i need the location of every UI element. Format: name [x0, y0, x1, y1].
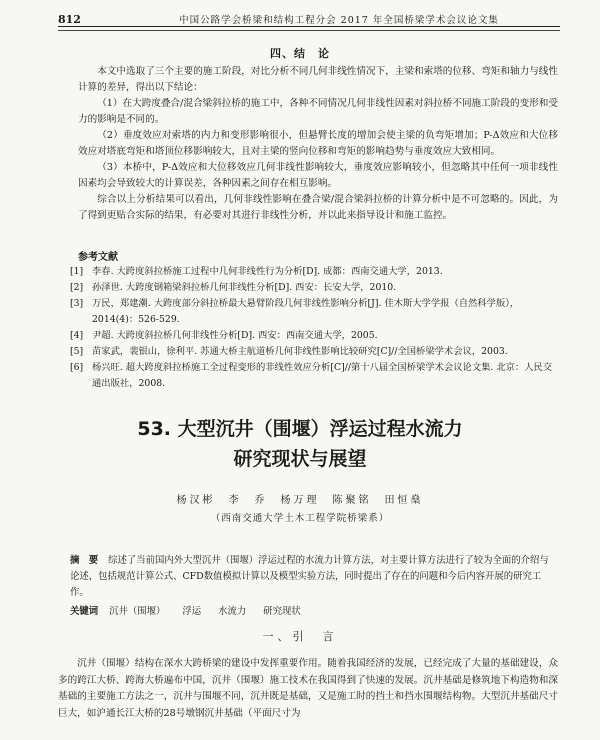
article-authors: 杨汉彬 李 乔 杨万理 陈聚铭 田恒燊 — [176, 495, 424, 506]
article-title-line2: 研究现状与展望 — [233, 448, 367, 470]
keyword: 水流力 — [218, 606, 247, 617]
conclusion-heading: 四、结 论 — [270, 47, 330, 60]
reference-text: 孙泽世. 大跨度钢箱梁斜拉桥几何非线性分析[D]. 西安：长安大学，2010. — [92, 282, 397, 293]
reference-item — [70, 296, 558, 328]
reference-number: [3] — [70, 298, 84, 309]
intro-heading: 一、引 言 — [262, 630, 338, 643]
page-number: 812 — [58, 13, 81, 26]
article-title — [0, 414, 600, 474]
abstract-label: 摘 要 — [70, 555, 99, 566]
keyword: 沉井（围堰） — [109, 606, 166, 617]
abstract — [70, 553, 558, 601]
reference-text: 万民，郑建潮. 大跨度部分斜拉桥最大悬臂阶段几何非线性影响分析[J]. 佳木斯大学学报（自然科学版），2014(4)：526-529. — [92, 298, 520, 325]
abstract-text: 综述了当前国内外大型沉井（围堰）浮运过程的水流力计算方法，对主要计算方法进行了较为全面的介绍与论述，包括规范计算公式、CFD数值模拟计算以及模型实验方法，同时提出了存在的问题和今后内容开展的研究工作。 — [70, 555, 549, 598]
header-rule — [58, 30, 560, 31]
keywords-label: 关键词 — [70, 606, 99, 617]
conclusion-body — [78, 64, 558, 224]
reference-item — [70, 360, 558, 392]
conclusion-paragraph: （3）本桥中，P-Δ效应和大位移效应几何非线性影响较大，垂度效应影响较小，但忽略其中任何一项非线性因素均会导致较大的计算误差，各种因素之间存在相互影响。 — [78, 162, 558, 189]
references-list — [70, 264, 558, 392]
reference-number: [5] — [70, 346, 84, 357]
reference-number: [4] — [70, 330, 84, 341]
article-affiliation: （西南交通大学土木工程学院桥梁系） — [210, 513, 390, 524]
conclusion-paragraph: 本文中选取了三个主要的施工阶段，对比分析不同几何非线性情况下，主梁和索塔的位移、弯矩和轴力与线性计算的差异，得出以下结论： — [78, 66, 558, 93]
reference-text: 尹超. 大跨度斜拉桥几何非线性分析[D]. 西安：西南交通大学，2005. — [92, 330, 378, 341]
reference-item — [70, 328, 558, 344]
keyword: 浮运 — [182, 606, 202, 617]
keywords — [70, 603, 558, 617]
keyword: 研究现状 — [263, 606, 301, 617]
references-heading: 参考文献 — [78, 252, 118, 263]
intro-body — [58, 656, 558, 722]
reference-item — [70, 264, 558, 280]
reference-number: [6] — [70, 362, 84, 373]
reference-text: 杨兴旺. 超大跨度斜拉桥施工全过程变形的非线性效应分析[C]//第十八届全国桥梁学术会议论文集. 北京：人民交通出版社，2008. — [92, 362, 553, 389]
intro-paragraph: 沉井（围堰）结构在深水大跨桥梁的建设中发挥重要作用。随着我国经济的发展，已经完成了大量的基础建设，众多的跨江大桥、跨海大桥遍布中国，沉井（围堰）施工技术在我国得到了快速的发展。沉井基础是修筑地下构造物和深基础的主要施工方法之一，沉井与围堰不同，沉井既是基础，又是施工时的挡土和挡水围堰结构物。大型沉井基础尺寸巨大，如沪通长江大桥的28号墩钢沉井基础（平面尺寸为 — [58, 658, 558, 719]
conclusion-paragraph: （2）垂度效应对索塔的内力和变形影响很小，但悬臂长度的增加会使主梁的负弯矩增加；P-Δ效应和大位移效应对塔底弯矩和塔顶位移影响较大，且对主梁的竖向位移和弯矩的影响趋势与垂度效应大致相同。 — [78, 130, 558, 157]
running-header — [58, 10, 560, 27]
running-title: 中国公路学会桥梁和结构工程分会 2017 年全国桥梁学术会议论文集 — [179, 15, 499, 26]
reference-number: [2] — [70, 282, 84, 293]
reference-number: [1] — [70, 266, 84, 277]
reference-text: 苗家武，裴银山，徐利平. 苏通大桥主航道桥几何非线性影响比较研究[C]//全国桥梁学术会议，2003. — [92, 346, 508, 357]
conclusion-paragraph: 综合以上分析结果可以看出，几何非线性影响在叠合梁/混合梁斜拉桥的计算分析中是不可忽略的。因此，为了得到更贴合实际的结果，有必要对其进行非线性分析，并以此来指导设计和施工监控。 — [78, 194, 558, 221]
reference-text: 李春. 大跨度斜拉桥施工过程中几何非线性行为分析[D]. 成都：西南交通大学，2013. — [92, 266, 443, 277]
article-title-line1: 53. 大型沉井（围堰）浮运过程水流力 — [137, 418, 463, 440]
reference-item — [70, 280, 558, 296]
conclusion-paragraph: （1）在大跨度叠合/混合梁斜拉桥的施工中，各种不同情况几何非线性因素对斜拉桥不同施工阶段的变形和受力的影响是不同的。 — [78, 98, 558, 125]
reference-item — [70, 344, 558, 360]
